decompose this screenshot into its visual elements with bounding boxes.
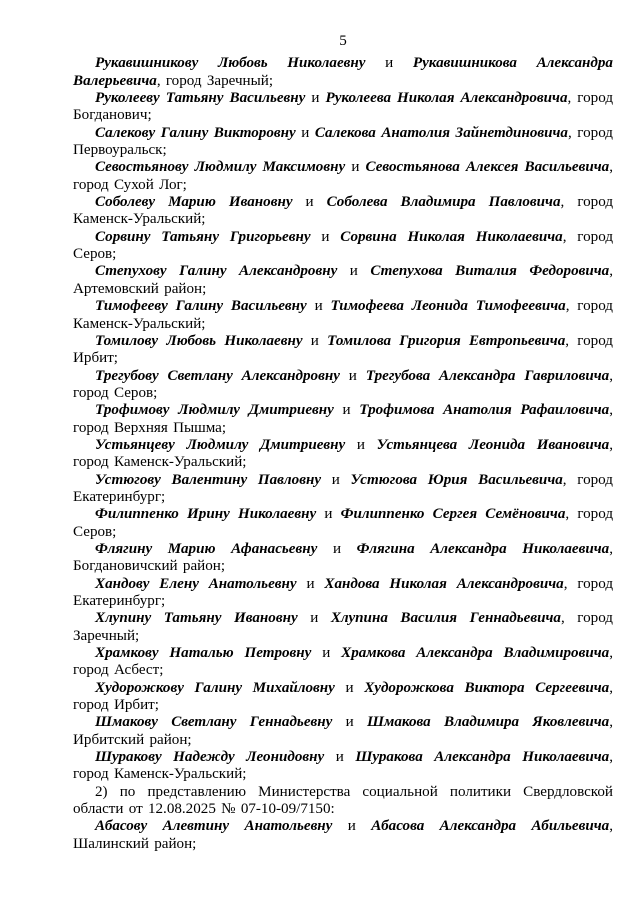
wife-name: Шуракову Надежду Леонидовну [95, 749, 325, 766]
location-text: , Ирбитский район; [73, 714, 613, 748]
decree-entry [73, 749, 613, 784]
wife-name: Степухову Галину Александровну [95, 263, 338, 280]
location-text: , город Первоуральск; [73, 124, 613, 159]
decree-entry [73, 818, 613, 853]
wife-name: Соболеву Марию Ивановну [95, 194, 293, 211]
husband-name: Севостьянова Алексея Васильевича [365, 159, 610, 176]
conjunction: и [331, 471, 340, 488]
husband-name: Салекова Анатолия Зайнетдиновича [314, 124, 568, 141]
conjunction: и [342, 402, 351, 419]
wife-name: Севостьянову Людмилу Максимовну [95, 159, 346, 176]
decree-entry [73, 298, 613, 333]
conjunction: и [347, 818, 356, 835]
decree-entry [73, 645, 613, 680]
wife-name: Руколееву Татьяну Васильевну [95, 90, 306, 107]
decree-entry [73, 194, 613, 229]
wife-name: Флягину Марию Афанасьевну [95, 540, 318, 557]
decree-entry [73, 125, 613, 160]
page-number: 5 [339, 33, 347, 49]
conjunction: и [322, 645, 331, 662]
conjunction: и [311, 90, 320, 107]
conjunction: и [332, 540, 342, 557]
decree-entry [73, 714, 613, 749]
wife-name: Салекову Галину Викторовну [95, 124, 296, 141]
location-text: , город Серов; [73, 367, 613, 401]
location-text: , Богдановичский район; [73, 540, 614, 575]
husband-name: Устьянцева Леонида Ивановича [376, 436, 610, 453]
wife-name: Филиппенко Ирину Николаевну [95, 506, 317, 523]
conjunction: и [306, 575, 315, 592]
decree-entry [73, 437, 613, 472]
conjunction: и [345, 679, 354, 696]
decree-entry [73, 506, 613, 541]
husband-name: Трофимова Анатолия Рафаиловича [359, 402, 610, 419]
husband-name: Трегубова Александра Гавриловича [365, 367, 610, 384]
location-text: , город Сухой Лог; [73, 159, 613, 193]
decree-entries-list [73, 55, 613, 853]
husband-name: Хандова Николая Александровича [324, 575, 564, 592]
location-text: , город Каменск-Уральский; [73, 436, 613, 471]
husband-name: Устюгова Юрия Васильевича [350, 471, 563, 488]
conjunction: и [348, 367, 357, 384]
husband-name: Храмкова Александра Владимировича [341, 645, 610, 662]
husband-name: Томилова Григория Евтропьевича [327, 332, 566, 349]
conjunction: и [310, 332, 319, 349]
wife-name: Тимофееву Галину Васильевну [95, 298, 307, 315]
husband-name: Шуракова Александра Николаевича [355, 749, 610, 766]
location-text: , город Каменск-Уральский; [73, 194, 614, 228]
location-text: , Артемовский район; [73, 263, 614, 297]
husband-name: Флягина Александра Николаевича [356, 540, 610, 557]
wife-name: Хлупину Татьяну Ивановну [95, 610, 298, 627]
husband-name: Абасова Александра Абильевича [371, 818, 610, 835]
wife-name: Устьянцеву Людмилу Дмитриевну [95, 436, 346, 453]
wife-name: Томилову Любовь Николаевну [95, 332, 303, 349]
clause-text: 2) по представлению Министерства социальной политики Свердловской области от 12.08.2025 № 07-10-09/7150: [73, 783, 613, 818]
conjunction: и [324, 506, 333, 523]
husband-name: Тимофеева Леонида Тимофеевича [330, 298, 566, 315]
decree-entry [73, 229, 613, 264]
location-text: , город Ирбит; [73, 679, 613, 714]
wife-name: Шмакову Светлану Геннадьевну [95, 714, 333, 731]
location-text: , город Каменск-Уральский; [73, 749, 613, 783]
husband-name: Сорвина Николая Николаевича [340, 228, 563, 245]
husband-name: Хлупина Василия Геннадьевича [330, 610, 561, 627]
wife-name: Хандову Елену Анатольевну [95, 575, 297, 592]
husband-name: Худорожкова Виктора Сергеевича [364, 679, 610, 696]
conjunction: и [314, 298, 323, 315]
location-text: , город Каменск-Уральский; [73, 298, 613, 332]
decree-clause [73, 784, 613, 819]
husband-name: Руколеева Николая Александровича [325, 90, 568, 107]
conjunction: и [305, 194, 314, 211]
decree-entry [73, 541, 613, 576]
conjunction: и [385, 55, 394, 72]
wife-name: Трофимову Людмилу Дмитриевну [95, 402, 334, 419]
location-text: , город Верхняя Пышма; [73, 402, 613, 436]
wife-name: Трегубову Светлану Александровну [95, 367, 340, 384]
decree-entry [73, 472, 613, 507]
decree-entry [73, 333, 613, 368]
decree-entry [73, 610, 613, 645]
decree-entry [73, 402, 613, 437]
conjunction: и [356, 436, 365, 453]
husband-name: Шмакова Владимира Яковлевича [367, 714, 610, 731]
wife-name: Сорвину Татьяну Григорьевну [95, 228, 311, 245]
decree-entry [73, 90, 613, 125]
wife-name: Храмкову Наталью Петровну [95, 645, 312, 662]
location-text: , город Екатеринбург; [73, 471, 613, 505]
location-text: , город Заречный; [156, 72, 274, 89]
husband-name: Соболева Владимира Павловича [326, 194, 561, 211]
wife-name: Абасову Алевтину Анатольевну [95, 818, 333, 835]
decree-entry [73, 263, 613, 298]
husband-name: Филиппенко Сергея Семёновича [340, 506, 566, 523]
wife-name: Устюгову Валентину Павловну [95, 471, 322, 488]
conjunction: и [345, 714, 354, 731]
location-text: , город Богданович; [73, 90, 614, 124]
conjunction: и [349, 263, 358, 280]
location-text: , город Заречный; [73, 610, 613, 644]
conjunction: и [310, 610, 319, 627]
wife-name: Рукавишникову Любовь Николаевну [95, 55, 366, 72]
location-text: , город Асбест; [73, 645, 613, 679]
husband-name: Степухова Виталия Федоровича [370, 263, 610, 280]
conjunction: и [321, 228, 330, 245]
location-text: , город Екатеринбург; [73, 575, 614, 609]
conjunction: и [301, 124, 310, 141]
location-text: , Шалинский район; [73, 818, 613, 852]
wife-name: Худорожкову Галину Михайловну [95, 679, 335, 696]
decree-entry [73, 680, 613, 715]
decree-entry [73, 576, 613, 611]
location-text: , город Серов; [73, 228, 613, 263]
location-text: , город Ирбит; [73, 332, 613, 367]
conjunction: и [351, 159, 360, 176]
decree-entry [73, 368, 613, 403]
husband-name: Рукавишникова Александра Валерьевича [73, 55, 613, 89]
location-text: , город Серов; [73, 506, 614, 540]
decree-entry [73, 55, 613, 90]
conjunction: и [335, 749, 344, 766]
decree-entry [73, 159, 613, 194]
